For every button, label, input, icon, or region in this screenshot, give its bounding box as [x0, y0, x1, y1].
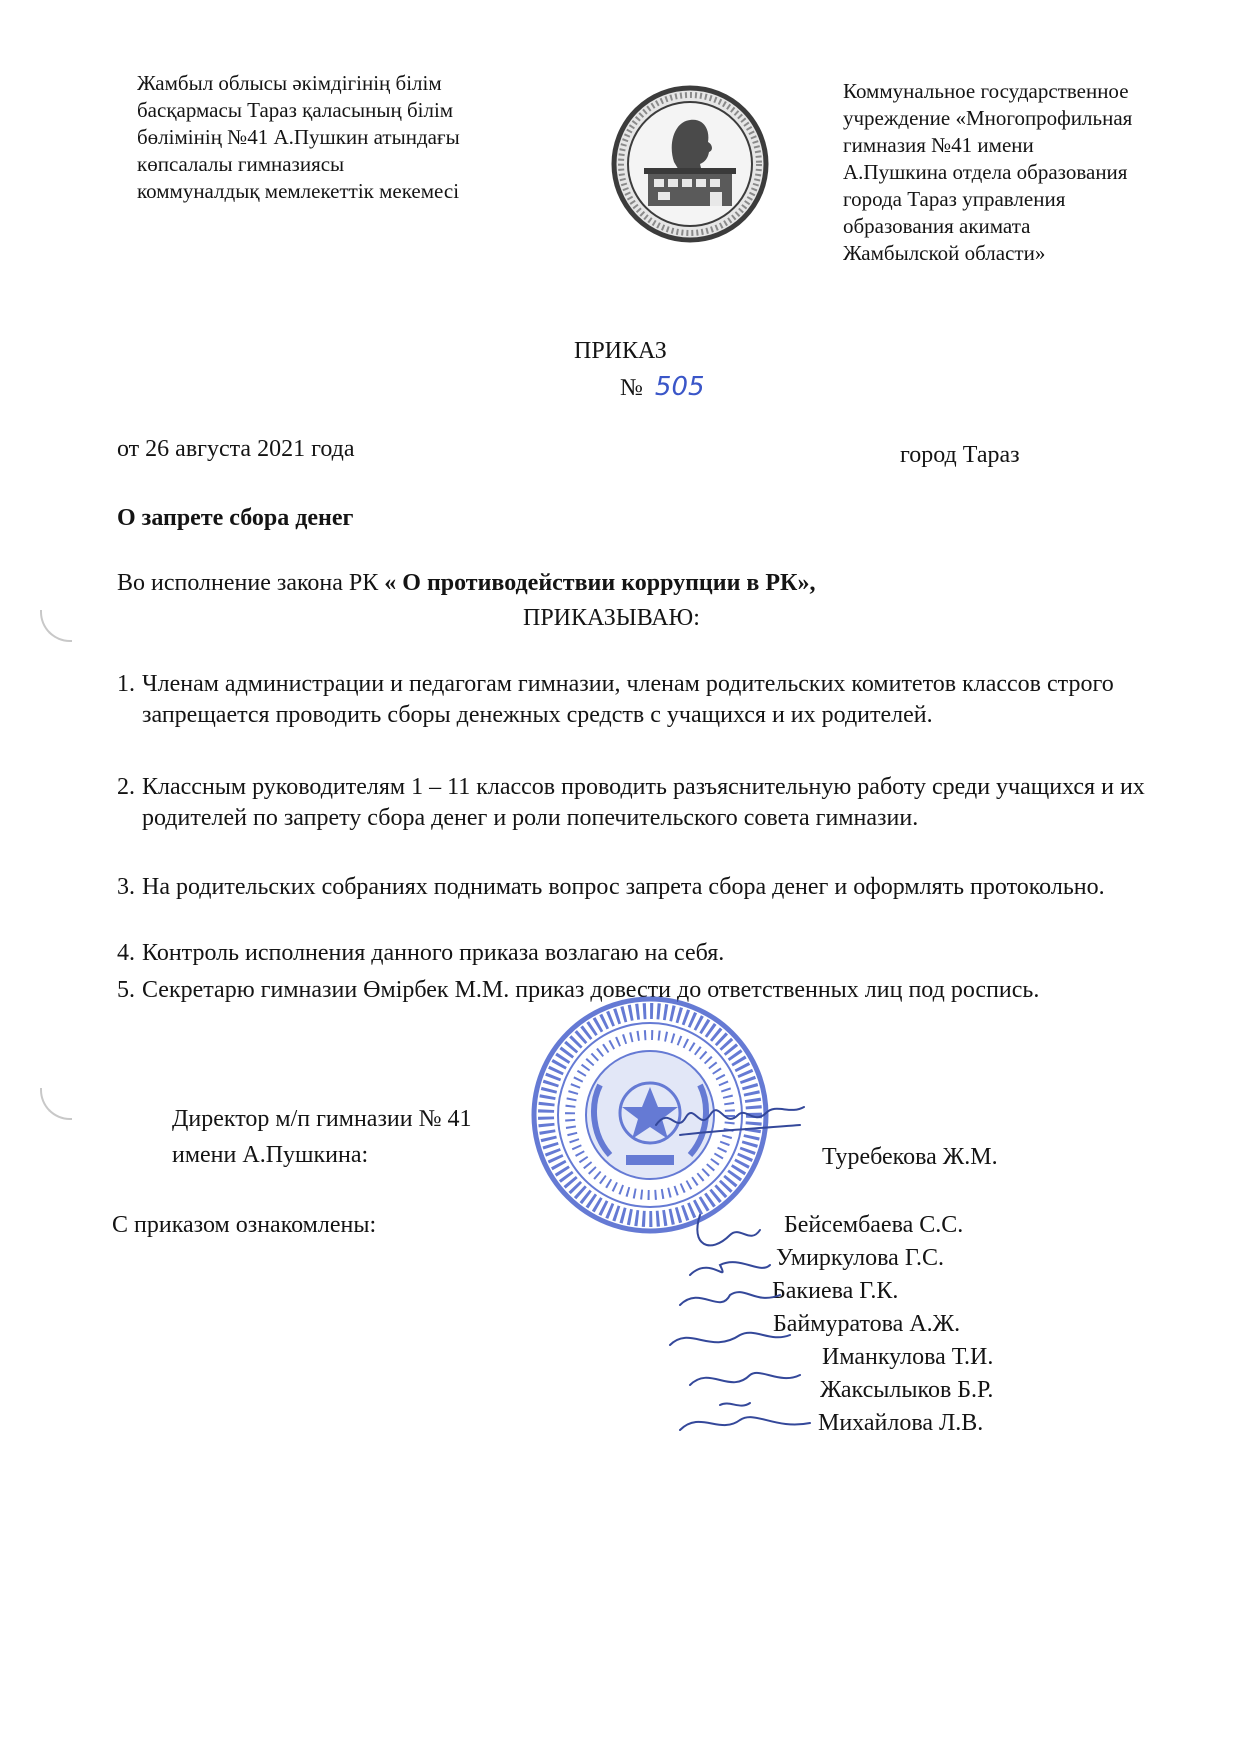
- punch-hole: [40, 610, 72, 642]
- law-title: « О противодействии коррупции в РК»,: [384, 570, 816, 596]
- header-left-kz: Жамбыл облысы әкімдігінің білім басқармасы Тараз қаласының білім бөлімінің №41 А.Пушкин атындағы көпсалалы гимназиясы коммуналдық мемлекеттік мекемесі: [137, 71, 460, 203]
- order-title: ПРИКАЗ: [574, 338, 667, 364]
- order-item-4: [117, 938, 1177, 969]
- item-number: 5.: [117, 977, 135, 1003]
- item-number: 4.: [117, 940, 135, 966]
- item-number: 1.: [117, 671, 135, 697]
- order-number: [620, 372, 705, 403]
- order-item-2: [117, 772, 1177, 834]
- director-title-line1: Директор м/п гимназии № 41: [172, 1106, 472, 1132]
- item-text: Контроль исполнения данного приказа возлагаю на себя.: [142, 940, 725, 966]
- preamble-text: Во исполнение закона РК: [117, 570, 385, 596]
- item-text: Секретарю гимназии Өмірбек М.М. приказ довести до ответственных лиц под роспись.: [142, 977, 1040, 1003]
- order-subject: О запрете сбора денег: [117, 505, 354, 531]
- director-title-line2: имени А.Пушкина:: [172, 1142, 369, 1168]
- acquainted-name: Жаксылыков Б.Р.: [820, 1377, 994, 1403]
- order-number-label: №: [620, 375, 643, 401]
- order-item-1: [117, 669, 1177, 731]
- acquainted-name: Баймуратова А.Ж.: [773, 1311, 961, 1337]
- handwritten-signature-icon: [650, 1085, 810, 1155]
- item-text: На родительских собраниях поднимать вопрос запрета сбора денег и оформлять протокольно.: [142, 874, 1105, 900]
- acquainted-name: Бейсембаева С.С.: [784, 1212, 964, 1238]
- item-number: 2.: [117, 774, 135, 800]
- acquainted-label: С приказом ознакомлены:: [112, 1212, 377, 1238]
- command: ПРИКАЗЫВАЮ:: [523, 605, 700, 631]
- order-number-value: 505: [654, 372, 705, 402]
- item-text: Членам администрации и педагогам гимназии, членам родительских комитетов классов строго запрещается проводить сборы денежных средств с учащихся и их родителей.: [142, 671, 1114, 728]
- director-name: Туребекова Ж.М.: [822, 1144, 998, 1170]
- item-text: Классным руководителям 1 – 11 классов проводить разъяснительную работу среди учащихся и их родителей по запрету сбора денег и роли попечительского совета гимназии.: [142, 774, 1145, 831]
- acquainted-name: Бакиева Г.К.: [772, 1278, 899, 1304]
- order-item-3: [117, 872, 1177, 903]
- gymnasium-emblem-icon: [610, 84, 770, 244]
- item-number: 3.: [117, 874, 135, 900]
- header-right-ru: Коммунальное государственное учреждение «Многопрофильная гимназия №41 имени А.Пушкина отдела образования города Тараз управления образования акимата Жамбылской области»: [843, 79, 1133, 265]
- preamble: [117, 568, 815, 598]
- acquainted-name: Михайлова Л.В.: [818, 1410, 984, 1436]
- handwritten-signature-icon: [660, 1195, 840, 1445]
- acquainted-name: Умиркулова Г.С.: [776, 1245, 944, 1271]
- order-date: от 26 августа 2021 года: [117, 436, 355, 462]
- order-city: город Тараз: [900, 442, 1020, 468]
- acquainted-name: Иманкулова Т.И.: [822, 1344, 994, 1370]
- punch-hole: [40, 1088, 72, 1120]
